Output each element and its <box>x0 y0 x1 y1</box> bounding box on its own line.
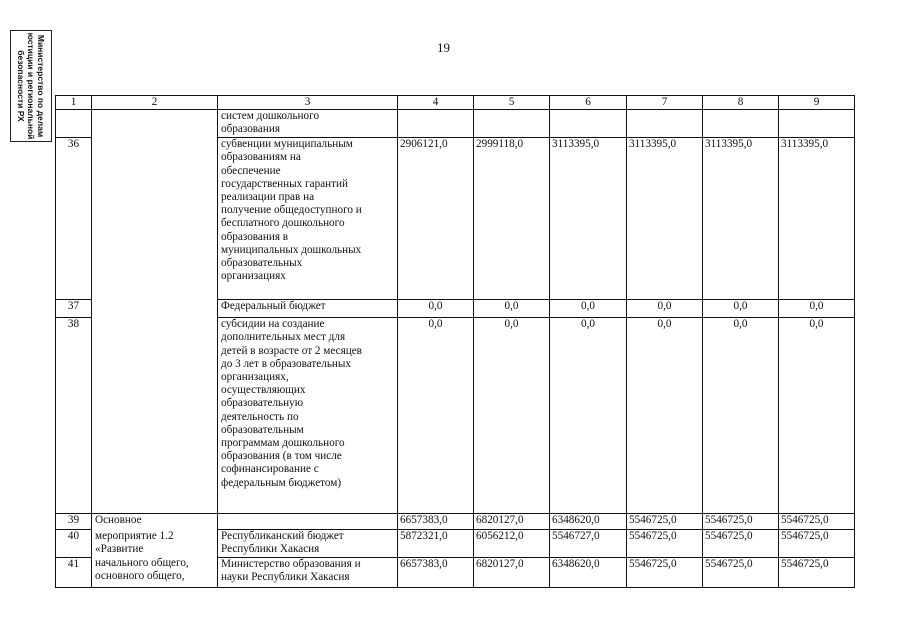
description-line: осуществляющих <box>221 384 306 397</box>
value-cell: 6348620,0 <box>550 514 627 530</box>
table-row <box>56 557 855 587</box>
row-number-cell: 41 <box>56 557 92 587</box>
table-row <box>56 300 855 318</box>
stamp-text <box>16 32 46 140</box>
value-cell: 0,0 <box>779 318 855 514</box>
description-line: получение общедоступного и <box>221 204 362 217</box>
value-cell: 0,0 <box>703 300 779 318</box>
header-cell: 1 <box>56 96 92 110</box>
value-cell <box>474 110 550 138</box>
description-line: образованиям на <box>221 151 301 164</box>
value-cell: 5546725,0 <box>779 514 855 530</box>
value-cell: 3113395,0 <box>550 138 627 300</box>
description-cell <box>218 514 398 530</box>
header-cell: 2 <box>92 96 218 110</box>
value-cell: 0,0 <box>627 318 703 514</box>
description-line: Министерство образования и <box>221 557 361 570</box>
value-cell: 6820127,0 <box>474 557 550 587</box>
value-cell <box>627 110 703 138</box>
description-line: обеспечение <box>221 164 281 177</box>
measure-line: начального общего, <box>95 557 189 570</box>
description-line: образования в <box>221 230 289 243</box>
registration-stamp <box>10 30 52 142</box>
description-line: образования <box>221 123 281 136</box>
header-cell: 7 <box>627 96 703 110</box>
description-line: дополнительных мест для <box>221 331 346 344</box>
description-line: образовательным <box>221 423 304 436</box>
value-cell: 0,0 <box>550 300 627 318</box>
value-cell: 0,0 <box>779 300 855 318</box>
description-line: образовательную <box>221 397 304 410</box>
stamp-line: безопасности РХ <box>16 50 26 122</box>
value-cell: 6820127,0 <box>474 514 550 530</box>
value-cell: 5546725,0 <box>627 530 703 557</box>
value-cell: 2999118,0 <box>474 138 550 300</box>
value-cell: 0,0 <box>627 300 703 318</box>
description-line: программам дошкольного <box>221 437 345 450</box>
measure-line: «Развитие <box>95 542 144 555</box>
description-line: субсидии на создание <box>221 318 325 331</box>
stamp-line: Министерство по делам <box>36 34 46 138</box>
measure-cell: Основное <box>92 514 218 530</box>
description-line: деятельность по <box>221 410 299 423</box>
description-line: Республики Хакасия <box>221 543 320 556</box>
header-cell: 3 <box>218 96 398 110</box>
table-row <box>56 110 855 138</box>
value-cell: 6348620,0 <box>550 557 627 587</box>
description-line: софинансирование с <box>221 463 319 476</box>
table-header-row <box>56 96 855 110</box>
description-line: науки Республики Хакасия <box>221 570 350 583</box>
table-row <box>56 530 855 557</box>
value-cell: 6657383,0 <box>398 514 474 530</box>
row-number-cell <box>56 110 92 138</box>
value-cell: 5546727,0 <box>550 530 627 557</box>
value-cell <box>398 110 474 138</box>
description-line: муниципальных дошкольных <box>221 243 362 256</box>
value-cell: 0,0 <box>398 318 474 514</box>
measure-line: основного общего, <box>95 570 185 583</box>
measure-cell <box>92 557 218 587</box>
measure-cell <box>92 138 218 300</box>
value-cell: 5546725,0 <box>627 514 703 530</box>
row-number-cell: 36 <box>56 138 92 300</box>
measure-cell <box>92 318 218 514</box>
header-cell: 5 <box>474 96 550 110</box>
description-line: Федеральный бюджет <box>221 300 326 313</box>
description-line: до 3 лет в образовательных <box>221 357 352 370</box>
description-line: субвенции муниципальным <box>221 138 353 151</box>
value-cell: 5546725,0 <box>779 557 855 587</box>
header-cell: 4 <box>398 96 474 110</box>
description-cell <box>218 138 398 300</box>
table-row <box>56 514 855 530</box>
description-cell <box>218 300 398 318</box>
description-line: организациях <box>221 270 286 283</box>
measure-cell <box>92 300 218 318</box>
header-cell: 9 <box>779 96 855 110</box>
description-cell <box>218 110 398 138</box>
row-number-cell: 40 <box>56 530 92 557</box>
description-line: бесплатного дошкольного <box>221 217 345 230</box>
value-cell: 0,0 <box>474 300 550 318</box>
value-cell: 5546725,0 <box>627 557 703 587</box>
description-line: федеральным бюджетом) <box>221 476 342 489</box>
header-cell: 6 <box>550 96 627 110</box>
value-cell: 6056212,0 <box>474 530 550 557</box>
description-line: Республиканский бюджет <box>221 530 344 543</box>
header-cell: 8 <box>703 96 779 110</box>
measure-cell <box>92 530 218 557</box>
description-line: детей в возрасте от 2 месяцев <box>221 344 362 357</box>
description-cell <box>218 318 398 514</box>
value-cell <box>703 110 779 138</box>
description-line: образования (в том числе <box>221 450 342 463</box>
value-cell: 0,0 <box>703 318 779 514</box>
value-cell: 5546725,0 <box>703 530 779 557</box>
value-cell: 6657383,0 <box>398 557 474 587</box>
row-number-cell: 39 <box>56 514 92 530</box>
value-cell: 3113395,0 <box>703 138 779 300</box>
value-cell: 5872321,0 <box>398 530 474 557</box>
measure-cell <box>92 110 218 138</box>
description-line: реализации прав на <box>221 191 315 204</box>
value-cell: 5546725,0 <box>779 530 855 557</box>
table-row <box>56 138 855 300</box>
row-number-cell: 37 <box>56 300 92 318</box>
measure-line: мероприятие 1.2 <box>95 529 174 542</box>
value-cell <box>779 110 855 138</box>
value-cell: 3113395,0 <box>779 138 855 300</box>
description-line: образовательных <box>221 257 303 270</box>
description-line: организациях, <box>221 371 289 384</box>
value-cell: 5546725,0 <box>703 557 779 587</box>
description-line: систем дошкольного <box>221 110 320 123</box>
row-number-cell: 38 <box>56 318 92 514</box>
table-row <box>56 318 855 514</box>
value-cell: 5546725,0 <box>703 514 779 530</box>
description-line: государственных гарантий <box>221 177 349 190</box>
value-cell: 0,0 <box>550 318 627 514</box>
description-cell <box>218 530 398 557</box>
value-cell: 2906121,0 <box>398 138 474 300</box>
value-cell <box>550 110 627 138</box>
value-cell: 0,0 <box>474 318 550 514</box>
value-cell: 0,0 <box>398 300 474 318</box>
budget-table <box>55 95 855 588</box>
stamp-line: юстиции и региональной <box>26 32 36 140</box>
description-cell <box>218 557 398 587</box>
value-cell: 3113395,0 <box>627 138 703 300</box>
page-number: 19 <box>437 40 450 55</box>
